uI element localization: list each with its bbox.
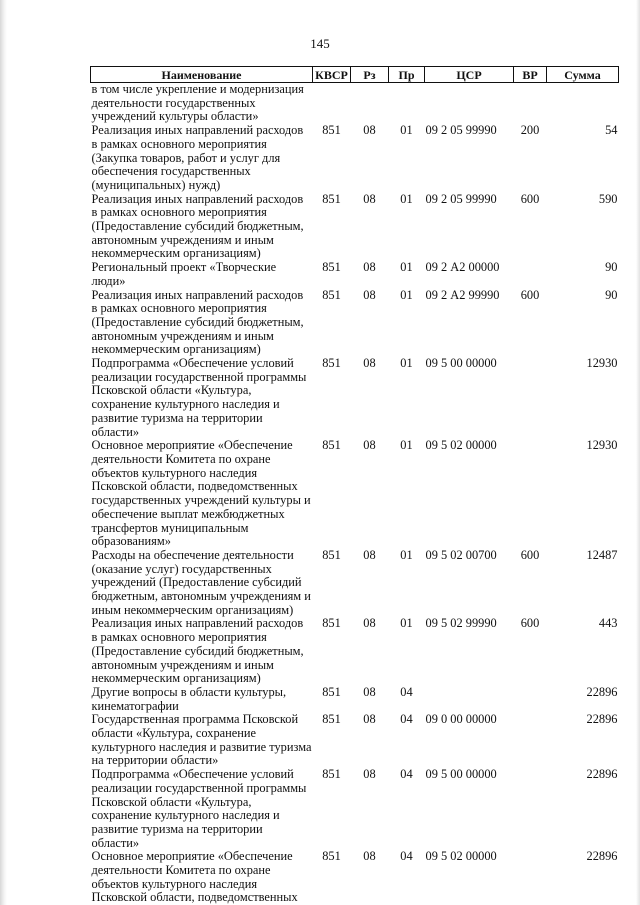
cell-csr: 09 2 А2 99990 bbox=[425, 287, 500, 302]
cell-name: Основное мероприятие «Обеспечение деятельности Комитета по охране объектов культурного наследия Псковской области, подведомственных государственных учреждений культуры и обеспечение выплат межбюджетных трансфертов муниципальным образованиям» bbox=[91, 438, 311, 549]
cell-rz bbox=[351, 83, 389, 125]
cell-vr bbox=[514, 768, 547, 850]
cell-kvsr: 851 bbox=[322, 547, 341, 562]
cell-csr: 09 2 05 99990 bbox=[425, 123, 497, 138]
cell-kvsr: 851 bbox=[322, 191, 341, 206]
cell-rz: 08 bbox=[363, 684, 376, 699]
cell-csr: 09 5 02 00000 bbox=[425, 438, 497, 453]
cell-sum: 22896 bbox=[586, 712, 618, 727]
cell-vr: 600 bbox=[520, 287, 540, 302]
cell-pr: 01 bbox=[400, 191, 413, 206]
cell-name: Расходы на обеспечение деятельности (оказание услуг) государственных учреждений (Предоставление субсидий бюджетным, автономным учреждениям и иным некоммерческим организациям) bbox=[91, 547, 311, 617]
table-body bbox=[91, 83, 619, 905]
cell-rz: 08 bbox=[363, 547, 376, 562]
cell-csr: 09 5 02 00000 bbox=[425, 849, 497, 864]
cell-kvsr: 851 bbox=[322, 849, 341, 864]
cell-pr: 01 bbox=[400, 438, 413, 453]
cell-sum: 90 bbox=[605, 287, 618, 302]
scan-edge-left bbox=[0, 0, 7, 905]
cell-name: Реализация иных направлений расходов в рамках основного мероприятия (Закупка товаров, работ и услуг для обеспечения государственных (муниципальных) нужд) bbox=[91, 123, 304, 192]
cell-vr bbox=[514, 261, 547, 288]
table-row bbox=[91, 357, 619, 439]
cell-rz: 08 bbox=[363, 260, 376, 275]
cell-pr bbox=[389, 83, 425, 125]
cell-rz: 08 bbox=[363, 356, 376, 371]
cell-csr: 09 2 05 99990 bbox=[425, 191, 497, 206]
cell-pr: 01 bbox=[400, 547, 413, 562]
cell-vr bbox=[514, 357, 547, 439]
table-row bbox=[91, 549, 619, 618]
table-row bbox=[91, 261, 619, 288]
header-vr: ВР bbox=[514, 67, 547, 83]
table-row bbox=[91, 850, 619, 905]
cell-csr: 09 0 00 00000 bbox=[425, 712, 497, 727]
cell-sum: 12930 bbox=[586, 356, 618, 371]
cell-rz: 08 bbox=[363, 287, 376, 302]
cell-sum: 12487 bbox=[586, 547, 618, 562]
cell-name: Подпрограмма «Обеспечение условий реализации государственной программы Псковской области «Культура, сохранение культурного наследия и развитие туризма на территории области» bbox=[91, 767, 307, 850]
cell-rz: 08 bbox=[363, 849, 376, 864]
cell-pr: 04 bbox=[400, 712, 413, 727]
cell-pr: 01 bbox=[400, 260, 413, 275]
scan-edge-right bbox=[636, 0, 640, 905]
cell-sum: 22896 bbox=[586, 767, 618, 782]
table-row bbox=[91, 193, 619, 262]
cell-name: Реализация иных направлений расходов в рамках основного мероприятия (Предоставление субсидий бюджетным, автономным учреждениям и иным некоммерческим организациям) bbox=[91, 287, 304, 357]
cell-pr: 04 bbox=[400, 767, 413, 782]
cell-kvsr: 851 bbox=[322, 356, 341, 371]
cell-kvsr: 851 bbox=[322, 684, 341, 699]
cell-vr bbox=[514, 686, 547, 713]
cell-kvsr bbox=[313, 83, 351, 125]
cell-csr bbox=[425, 83, 514, 125]
cell-vr: 200 bbox=[520, 123, 540, 138]
cell-sum: 90 bbox=[605, 260, 618, 275]
header-kvsr: КВСР bbox=[313, 67, 351, 83]
table-row bbox=[91, 83, 619, 125]
cell-sum: 443 bbox=[598, 616, 618, 631]
table-row bbox=[91, 439, 619, 549]
cell-csr: 09 5 00 00000 bbox=[425, 767, 497, 782]
cell-rz: 08 bbox=[363, 123, 376, 138]
cell-rz: 08 bbox=[363, 191, 376, 206]
cell-sum: 22896 bbox=[586, 684, 618, 699]
cell-kvsr: 851 bbox=[322, 616, 341, 631]
cell-csr: 09 2 А2 00000 bbox=[425, 260, 500, 275]
cell-sum: 12930 bbox=[586, 438, 618, 453]
table-row bbox=[91, 617, 619, 686]
cell-name: Реализация иных направлений расходов в рамках основного мероприятия (Предоставление субсидий бюджетным, автономным учреждениям и иным некоммерческим организациям) bbox=[91, 191, 304, 261]
cell-vr bbox=[514, 439, 547, 549]
cell-name: Реализация иных направлений расходов в рамках основного мероприятия (Предоставление субсидий бюджетным, автономным учреждениям и иным некоммерческим организациям) bbox=[91, 616, 304, 686]
cell-pr: 01 bbox=[400, 287, 413, 302]
cell-csr: 09 5 00 00000 bbox=[425, 356, 497, 371]
cell-name: Основное мероприятие «Обеспечение деятельности Комитета по охране объектов культурного наследия Псковской области, подведомственных bbox=[91, 849, 298, 905]
page-number: 145 bbox=[310, 36, 330, 51]
table-row bbox=[91, 713, 619, 768]
table-row bbox=[91, 124, 619, 193]
cell-name: в том числе укрепление и модернизация деятельности государственных учреждений культуры области» bbox=[91, 82, 304, 124]
table-row bbox=[91, 289, 619, 358]
cell-vr: 600 bbox=[520, 547, 540, 562]
cell-kvsr: 851 bbox=[322, 767, 341, 782]
cell-sum: 22896 bbox=[586, 849, 618, 864]
header-pr: Пр bbox=[389, 67, 425, 83]
cell-sum bbox=[547, 83, 619, 125]
header-sum: Сумма bbox=[547, 67, 619, 83]
table-row bbox=[91, 768, 619, 850]
cell-pr: 01 bbox=[400, 616, 413, 631]
cell-vr: 600 bbox=[520, 191, 540, 206]
cell-kvsr: 851 bbox=[322, 123, 341, 138]
cell-csr: 09 5 02 00700 bbox=[425, 547, 497, 562]
cell-kvsr: 851 bbox=[322, 712, 341, 727]
cell-kvsr: 851 bbox=[322, 438, 341, 453]
cell-csr: 09 5 02 99990 bbox=[425, 616, 497, 631]
cell-sum: 54 bbox=[605, 123, 618, 138]
cell-rz: 08 bbox=[363, 616, 376, 631]
cell-pr: 04 bbox=[400, 684, 413, 699]
table-row bbox=[91, 686, 619, 713]
cell-pr: 01 bbox=[400, 123, 413, 138]
header-name: Наименование bbox=[91, 67, 313, 83]
cell-vr bbox=[514, 850, 547, 905]
cell-kvsr: 851 bbox=[322, 260, 341, 275]
cell-pr: 01 bbox=[400, 356, 413, 371]
cell-rz: 08 bbox=[363, 767, 376, 782]
cell-name: Другие вопросы в области культуры, кинематографии bbox=[91, 684, 287, 713]
cell-pr: 04 bbox=[400, 849, 413, 864]
cell-name: Подпрограмма «Обеспечение условий реализации государственной программы Псковской области «Культура, сохранение культурного наследия и развитие туризма на территории области» bbox=[91, 356, 307, 439]
cell-rz: 08 bbox=[363, 438, 376, 453]
cell-sum: 590 bbox=[598, 191, 618, 206]
header-row bbox=[91, 67, 619, 83]
cell-name: Государственная программа Псковской области «Культура, сохранение культурного наследия и развитие туризма на территории области» bbox=[91, 712, 312, 768]
cell-vr bbox=[514, 83, 547, 125]
budget-table bbox=[90, 66, 619, 905]
cell-vr: 600 bbox=[520, 616, 540, 631]
header-rz: Рз bbox=[351, 67, 389, 83]
cell-name: Региональный проект «Творческие люди» bbox=[91, 260, 277, 288]
cell-kvsr: 851 bbox=[322, 287, 341, 302]
cell-csr bbox=[425, 686, 514, 713]
cell-rz: 08 bbox=[363, 712, 376, 727]
header-csr: ЦСР bbox=[425, 67, 514, 83]
cell-vr bbox=[514, 713, 547, 768]
